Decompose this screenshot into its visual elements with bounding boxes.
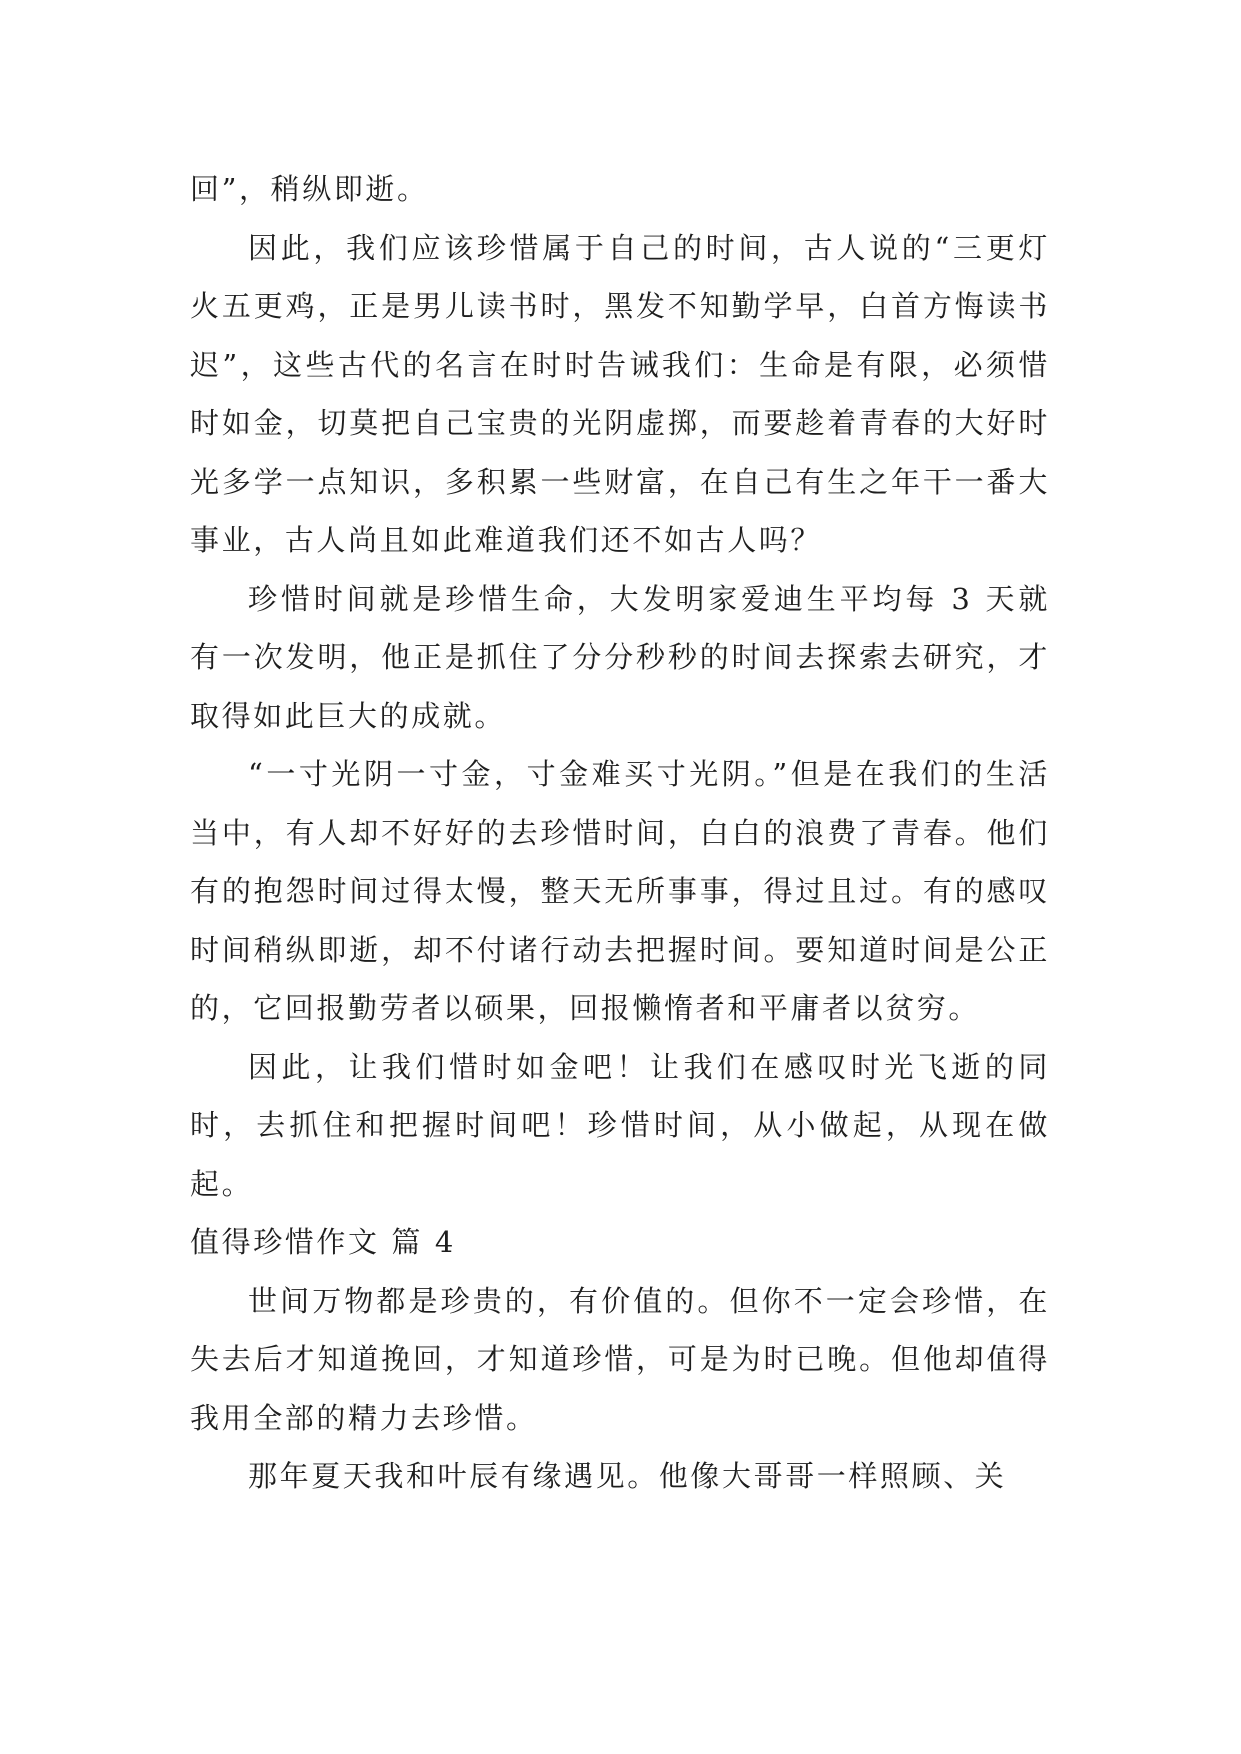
document-body (190, 160, 1050, 1506)
paragraph-continuation: 回”，稍纵即逝。 (190, 172, 429, 206)
paragraph-summer: 那年夏天我和叶辰有缘遇见。他像大哥哥一样照顾、关 (248, 1459, 1007, 1493)
paragraph-edison: 珍惜时间就是珍惜生命，大发明家爱迪生平均每 3 天就有一次发明，他正是抓住了分分秒秒的时间去探索去研究，才取得如此巨大的成就。 (190, 581, 1050, 733)
paragraph-cherish-time: 因此，我们应该珍惜属于自己的时间，古人说的“三更灯火五更鸡，正是男儿读书时，黑发不知勤学早，白首方悔读书迟”，这些古代的名言在时时告诫我们：生命是有限，必须惜时如金，切莫把自己宝贵的光阴虚掷，而要趁着青春的大好时光多学一点知识，多积累一些财富，在自己有生之年干一番大事业，古人尚且如此难道我们还不如古人吗？ (190, 230, 1050, 557)
paragraph-proverb: “一寸光阴一寸金，寸金难买寸光阴。”但是在我们的生活当中，有人却不好好的去珍惜时间，白白的浪费了青春。他们有的抱怨时间过得太慢，整天无所事事，得过且过。有的感叹时间稍纵即逝，却不付诸行动去把握时间。要知道时间是公正的，它回报勤劳者以硕果，回报懒惰者和平庸者以贫穷。 (190, 757, 1050, 1025)
paragraph-section-intro: 世间万物都是珍贵的，有价值的。但你不一定会珍惜，在失去后才知道挽回，才知道珍惜，可是为时已晚。但他却值得我用全部的精力去珍惜。 (190, 1283, 1050, 1435)
section-heading: 值得珍惜作文 篇 4 (190, 1225, 456, 1259)
paragraph-conclusion: 因此，让我们惜时如金吧！让我们在感叹时光飞逝的同时，去抓住和把握时间吧！珍惜时间，从小做起，从现在做起。 (190, 1049, 1050, 1201)
